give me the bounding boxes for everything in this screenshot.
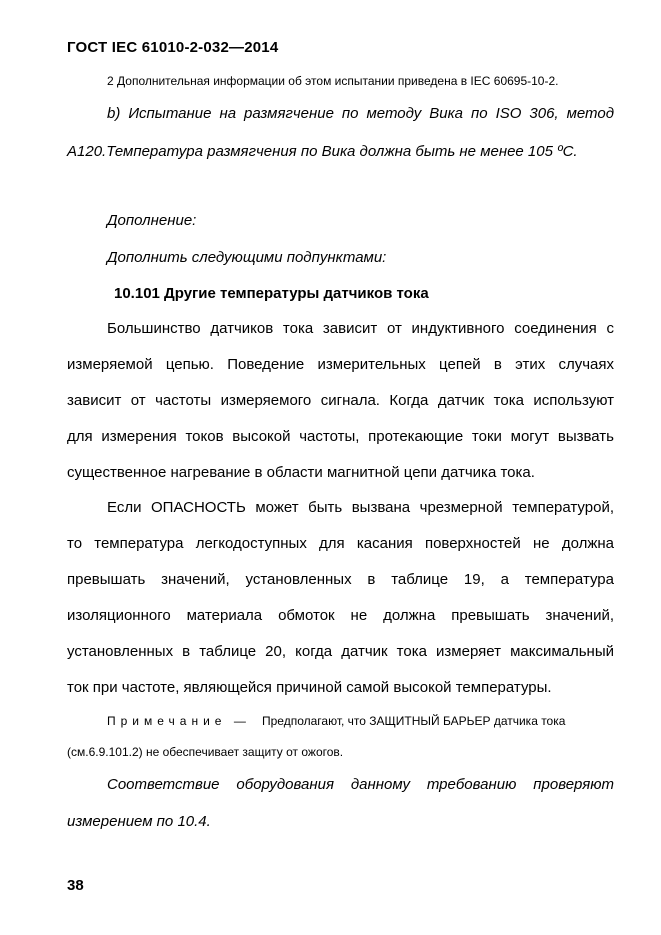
paragraph-2-line: ток при частоте, являющейся причиной самой высокой температуры. — [67, 679, 552, 696]
item-b-line-2: A120.Температура размягчения по Вика должна быть не менее 105 ºС. — [67, 143, 578, 160]
section-heading: 10.101 Другие температуры датчиков тока — [114, 285, 429, 302]
note-label — [107, 714, 246, 728]
paragraph-2-line: Если ОПАСНОСТЬ может быть вызвана чрезмерной температурой, — [107, 499, 614, 516]
paragraph-1-line: для измерения токов высокой частоты, протекающие токи могут вызвать — [67, 428, 614, 445]
paragraph-1-line: существенное нагревание в области магнитной цепи датчика тока. — [67, 464, 535, 481]
item-b-line-1: b) Испытание на размягчение по методу Вика по ISO 306, метод — [107, 105, 614, 122]
note-dash: — — [233, 714, 246, 728]
compliance-line-1: Соответствие оборудования данному требованию проверяют — [107, 776, 614, 793]
note-label-word: Примечание — [107, 714, 227, 728]
previous-note-text: 2 Дополнительная информации об этом испытании приведена в IEC 60695-10-2. — [107, 74, 559, 88]
paragraph-2-line: установленных в таблице 20, когда датчик тока измеряет максимальный — [67, 643, 614, 660]
note-text-line-1: Предполагают, что ЗАЩИТНЫЙ БАРЬЕР датчика тока — [262, 714, 566, 728]
addition-label: Дополнение: — [107, 212, 197, 229]
page-number: 38 — [67, 877, 84, 894]
paragraph-2-line: изоляционного материала обмоток не должна превышать значений, — [67, 607, 614, 624]
paragraph-1-line: измеряемой цепью. Поведение измерительных цепей в этих случаях — [67, 356, 614, 373]
paragraph-1-line: Большинство датчиков тока зависит от индуктивного соединения с — [107, 320, 614, 337]
compliance-line-2: измерением по 10.4. — [67, 813, 211, 830]
note-text-line-2: (см.6.9.101.2) не обеспечивает защиту от ожогов. — [67, 745, 344, 759]
paragraph-1-line: зависит от частоты измеряемого сигнала. Когда датчик тока используют — [67, 392, 614, 409]
document-header: ГОСТ IEC 61010-2-032—2014 — [67, 39, 279, 56]
addition-instruction: Дополнить следующими подпунктами: — [107, 249, 387, 266]
paragraph-2-line: превышать значений, установленных в таблице 19, а температура — [67, 571, 614, 588]
paragraph-2-line: то температура легкодоступных для касания поверхностей не должна — [67, 535, 614, 552]
